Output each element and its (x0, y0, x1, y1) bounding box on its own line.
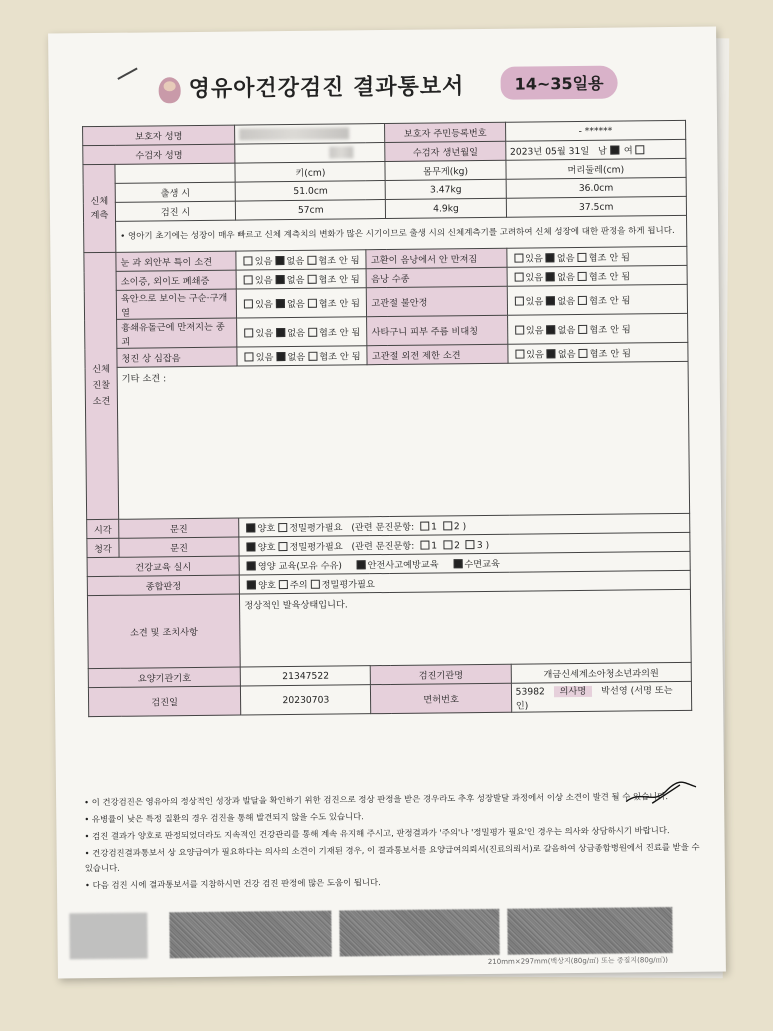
redacted-barcode (169, 911, 331, 959)
exam-options: 있음 없음 협조 안 됨 (507, 313, 688, 344)
age-badge: 14~35일용 (500, 66, 617, 100)
exam-date: 20230703 (241, 685, 371, 715)
document-title (158, 69, 464, 103)
sex-female: 여 (623, 145, 633, 157)
exam-options: 있음 없음 협조 안 됨 (236, 250, 366, 270)
col-head: 머리둘레(cm) (506, 158, 687, 179)
opinion-text: 정상적인 발육상태입니다. (240, 589, 692, 667)
exam-item: 사타구니 피부 주름 비대칭 (367, 315, 508, 345)
sex-male: 남 (597, 145, 607, 157)
overall-result: 양호 주의 정밀평가필요 (239, 570, 690, 594)
exam-options: 있음 없음 협조 안 됨 (236, 269, 366, 289)
pen-mark (117, 68, 137, 80)
child-name-label: 수검자 성명 (83, 144, 235, 165)
exam-options: 있음 없음 협조 안 됨 (508, 342, 689, 363)
birth-height: 51.0cm (235, 180, 385, 201)
guardian-name-value (235, 124, 385, 145)
child-dob-label: 수검자 생년월일 (385, 141, 505, 161)
dob-text: 2023년 05월 31일 (509, 145, 590, 158)
paper-spec: 210mm×297mm(백상지(80g/㎡) 또는 중질지(80g/㎡)) (487, 956, 669, 966)
exam-weight: 4.9kg (386, 198, 506, 218)
org-code-label: 요양기관기호 (88, 667, 240, 688)
exam-item: 고관절 불안정 (367, 286, 508, 316)
edu-result: 영양 교육(모유 수유) 안전사고예방교육 수면교육 (239, 551, 690, 575)
opinion-label: 소견 및 조치사항 (87, 594, 240, 669)
document-page (48, 27, 726, 979)
barcode-blur (69, 913, 147, 960)
license-row (511, 681, 692, 712)
baby-icon (159, 77, 181, 103)
exam-height: 57cm (236, 199, 386, 220)
exam-item: 고관절 외전 제한 소견 (367, 344, 507, 364)
org-name: 개금신세계소아청소년과의원 (511, 662, 692, 683)
title-text: 영유아건강검진 결과통보서 (188, 74, 465, 103)
hearing-label: 청각 (87, 538, 119, 557)
row-birth-label: 출생 시 (115, 182, 235, 202)
exam-options: 있음 없음 협조 안 됨 (236, 288, 366, 318)
edu-label: 건강교육 실시 (87, 556, 239, 577)
col-height: 키(cm) (235, 161, 385, 182)
footnote: • 검진 결과가 양호로 판정되었더라도 지속적인 건강관리를 통해 계속 유지해 주시고, 판정결과가 '주의'나 '정밀평가 필요'인 경우는 의사와 상담하시기 바랍니다. (84, 825, 670, 842)
overall-label: 종합판정 (87, 575, 239, 596)
exam-item: 음낭 수종 (366, 267, 506, 287)
exam-options: 있음 없음 협조 안 됨 (237, 317, 367, 347)
exam-date-label: 검진일 (88, 686, 241, 717)
exam-item: 눈 과 외안부 특이 소견 (116, 251, 236, 271)
exam-options: 있음 없음 협조 안 됨 (237, 346, 367, 366)
exam-item: 고환이 음낭에서 안 만져짐 (366, 248, 506, 268)
footnote: • 건강검진결과통보서 상 요양급여가 필요하다는 의사의 소견이 기재된 경우, 이 결과통보서를 요양급여의뢰서(진료의뢰서)로 갈음하여 상급종합병원에서 진료를 받을 수 있습니다. (84, 841, 700, 874)
org-code: 21347522 (240, 666, 370, 686)
footnote: • 다음 검진 시에 결과통보서를 지참하시면 건강 검진 판정에 많은 도움이 됩니다. (84, 877, 381, 891)
footnotes (84, 789, 705, 895)
exam-options: 있음 없음 협조 안 됨 (507, 246, 688, 267)
footnote: • 이 건강검진은 영유아의 정상적인 성장과 발달을 확인하기 위한 검진으로 정상 판정을 받은 경우라도 추후 성장발달 과정에서 이상 소견이 발견 될 수 있습니다. (84, 791, 669, 808)
exam-item: 육안으로 보이는 구순·구개열 (116, 289, 236, 319)
exam-options: 있음 없음 협조 안 됨 (507, 265, 688, 286)
hearing-sub: 문진 (119, 537, 239, 557)
other-findings: 기타 소견 : (117, 361, 690, 519)
checkbox (636, 145, 645, 154)
redacted-block (239, 127, 349, 140)
blank-cell (115, 163, 235, 183)
exam-section-label: 신체 진찰 소견 (84, 252, 119, 519)
birth-weight: 3.47kg (386, 179, 506, 199)
guardian-id-value: - ****** (505, 120, 686, 141)
row-exam-label: 검진 시 (115, 201, 235, 221)
checkbox-checked (610, 146, 619, 155)
exam-head: 37.5cm (506, 196, 687, 217)
redacted-block (330, 146, 354, 158)
measure-section-label: 신체 계측 (83, 164, 116, 252)
exam-item: 소이증, 외이도 폐쇄증 (116, 270, 236, 290)
doctor-label: 의사명 (554, 686, 593, 697)
license-number: 53982 (515, 686, 545, 698)
redacted-barcode (507, 907, 672, 955)
footnote: • 유병률이 낮은 특정 질환의 경우 검진을 통해 발견되지 않을 수도 있습니다. (84, 811, 364, 825)
exam-options: 있음 없음 협조 안 됨 (507, 284, 688, 315)
birth-head: 36.0cm (506, 177, 687, 198)
result-table (82, 120, 692, 717)
redacted-barcode (339, 909, 499, 957)
col-weight: 몸무게(kg) (385, 160, 505, 180)
vision-result: 양호 정밀평가필요 (관련 문진문항: 1 2 ) (239, 513, 690, 537)
measure-note: • 영아기 초기에는 성장이 매우 빠르고 신체 계측치의 변화가 많은 시기이므로 출생 시의 신체계측기를 고려하여 신체 성장에 대한 판정을 하게 됩니다. (116, 215, 687, 252)
doctor-name: 박선영 (600, 685, 628, 697)
org-name-label: 검진기관명 (371, 664, 511, 684)
exam-item: 청진 상 심잡음 (117, 347, 237, 367)
child-name-value (235, 142, 385, 163)
vision-label: 시각 (87, 519, 119, 538)
exam-item: 흉쇄유돌근에 만져지는 종괴 (117, 318, 237, 348)
vision-sub: 문진 (119, 518, 239, 538)
guardian-name-label: 보호자 성명 (83, 125, 235, 146)
guardian-id-label: 보호자 주민등록번호 (385, 122, 505, 142)
license-label: 면허번호 (371, 683, 512, 713)
sign-label: (서명 또는 인) (515, 685, 673, 712)
child-dob-value (505, 139, 686, 160)
hearing-result: 양호 정밀평가필요 (관련 문진문항: 1 2 3 ) (239, 532, 690, 556)
